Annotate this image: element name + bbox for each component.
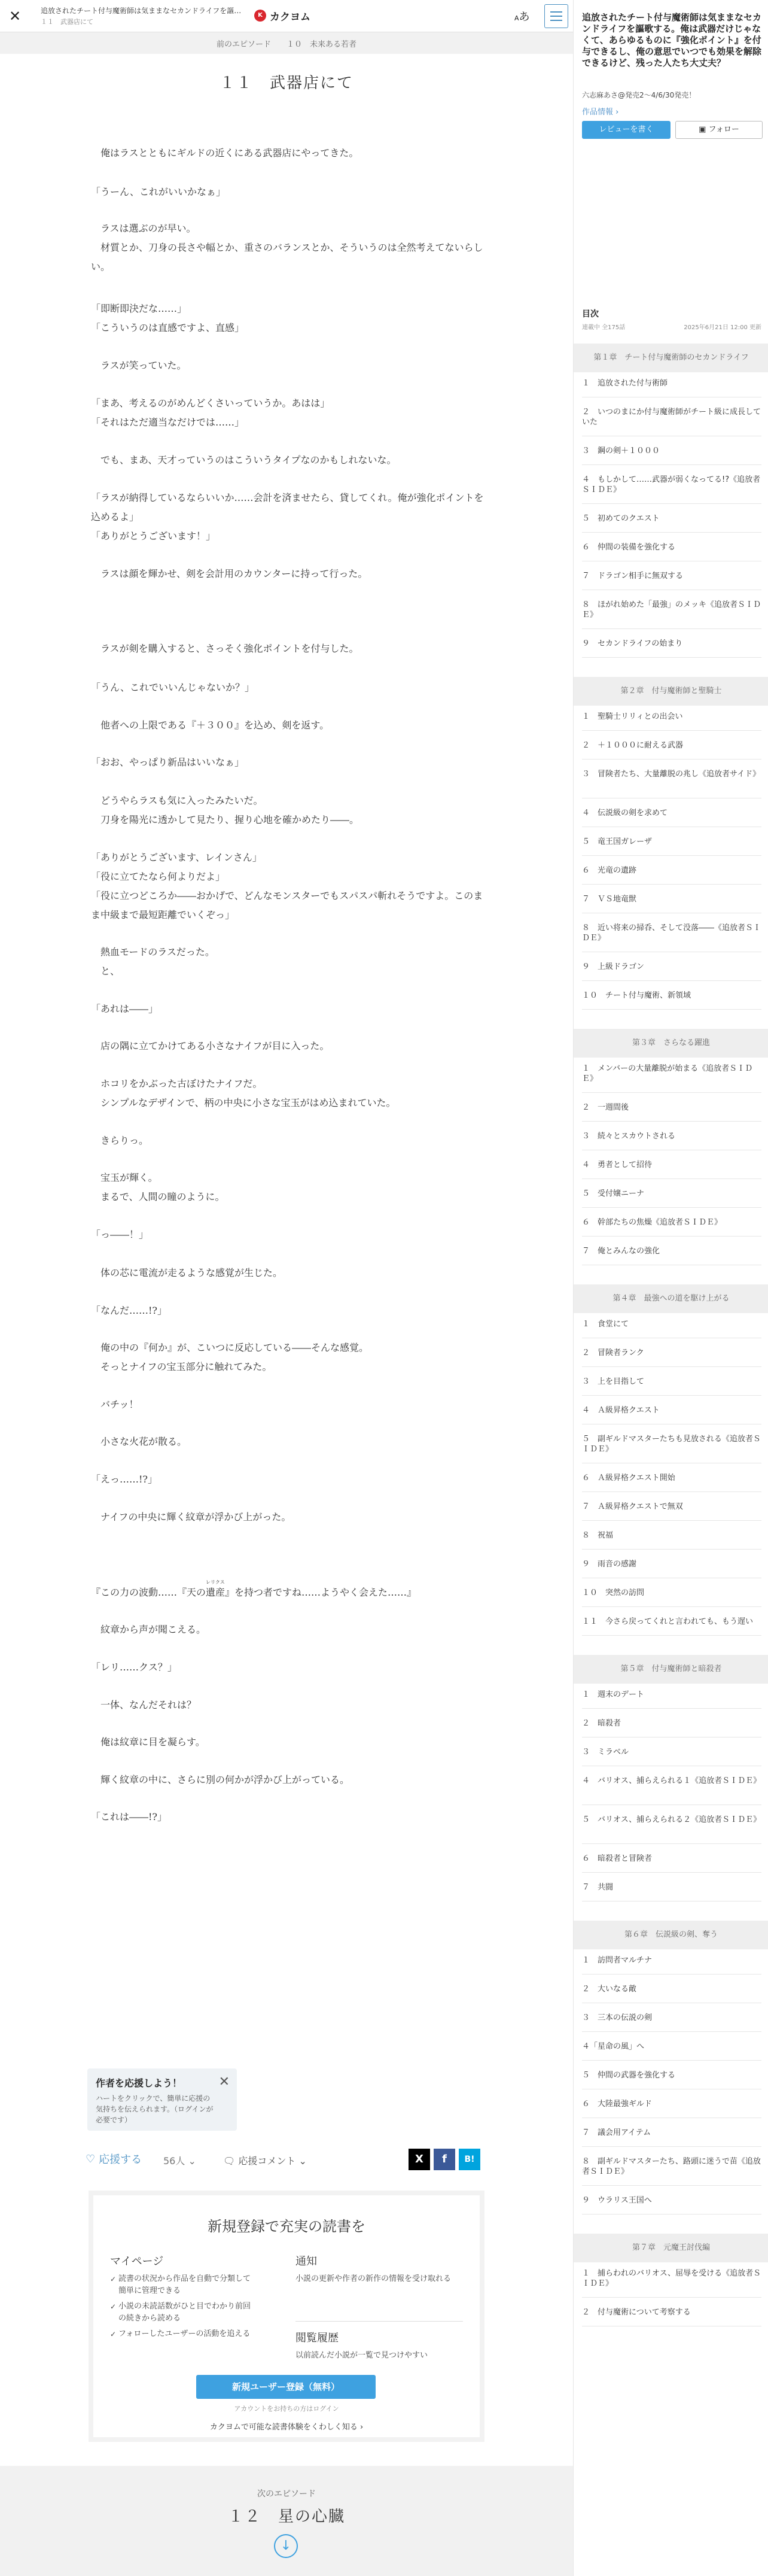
- body-paragraph: 紋章から声が聞こえる。: [91, 1624, 206, 1635]
- menu-line-icon: [550, 16, 562, 17]
- toc-episode-link[interactable]: ７ ドラゴン相手に無双する: [582, 572, 684, 581]
- toc-episode-link[interactable]: １ 追放された付与術師: [582, 379, 668, 388]
- toc-episode-link[interactable]: ９ 上級ドラゴン: [582, 962, 645, 971]
- divider: [582, 1843, 761, 1844]
- body-paragraph: 熱血モードのラスだった。: [91, 946, 215, 958]
- toc-episode-link[interactable]: １ 食堂にて: [582, 1320, 629, 1329]
- divider: [582, 1178, 761, 1179]
- learn-more-link[interactable]: カクヨムで可能な読書体験をくわしく知る ›: [209, 2423, 364, 2432]
- heart-icon: ♡: [86, 2152, 96, 2165]
- chapter-heading[interactable]: 第７章 元魔王討伐編: [574, 2234, 768, 2262]
- support-title: 作者を応援しよう！: [96, 2077, 182, 2089]
- toc-episode-link[interactable]: ３ ミラベル: [582, 1748, 629, 1757]
- chapter-heading[interactable]: 第５章 付与魔術師と暗殺者: [574, 1655, 768, 1684]
- body-paragraph: きらりっ。: [91, 1135, 149, 1146]
- divider: [582, 855, 761, 856]
- body-paragraph: 体の芯に電流が走るような感覚が生じた。: [91, 1267, 283, 1278]
- chapter-heading[interactable]: 第４章 最強への道を駆け上がる: [574, 1284, 768, 1313]
- next-episode-label: 次のエピソード: [257, 2489, 316, 2499]
- body-paragraph: 輝く紋章の中に、さらに別の何かが浮かび上がっている。: [91, 1774, 350, 1785]
- body-paragraph: 店の隅に立てかけてある小さなナイフが目に入った。: [91, 1040, 330, 1052]
- toc-episode-link[interactable]: ３ 続々とスカウトされる: [582, 1132, 676, 1141]
- toc-episode-link[interactable]: ３ 上を目指して: [582, 1377, 645, 1386]
- font-toggle-small: A: [514, 14, 519, 22]
- divider: [582, 532, 761, 533]
- body-paragraph: 「ラスが納得しているならいいか……会計を済ませたら、貸してくれ。俺が強化ポイントを込めるよ」: [91, 492, 484, 523]
- toc-episode-link[interactable]: ６ 大陸最強ギルド: [582, 2100, 652, 2109]
- prev-episode-title[interactable]: １０ 未来ある若者: [287, 40, 357, 49]
- toc-episode-link[interactable]: ４ バリオス、捕らえられる１《追放者ＳＩＤＥ》: [582, 1776, 761, 1785]
- body-paragraph: どうやらラスも気に入ったみたいだ。: [91, 795, 263, 806]
- facebook-share-icon[interactable]: f: [434, 2149, 455, 2170]
- body-paragraph: 「これは――!?」: [91, 1811, 167, 1822]
- toc-meta: [582, 322, 761, 331]
- follow-button[interactable]: ▣ フォロー: [675, 121, 763, 139]
- divider: [582, 1606, 761, 1607]
- divider: [582, 628, 761, 629]
- divider: [582, 1872, 761, 1873]
- toc-episode-link[interactable]: ８ 近い将来の掃呑、そして没落――《追放者ＳＩＤＥ》: [582, 924, 761, 943]
- toc-episode-link[interactable]: ８ 副ギルドマスターたち、路頭に迷うで苗《追放者ＳＩＤＥ》: [582, 2157, 761, 2176]
- toc-episode-link[interactable]: ５ 受付嬢ニーナ: [582, 1189, 645, 1198]
- toc-episode-link[interactable]: ９ セカンドライフの始まり: [582, 639, 683, 648]
- body-paragraph: ラスは顔を輝かせ、剣を会計用のカウンターに持って行った。: [91, 568, 368, 579]
- divider: [582, 2031, 761, 2032]
- login-link[interactable]: アカウントをお持ちの方はログイン: [234, 2405, 339, 2413]
- toc-episode-link[interactable]: ３ 鋼の剣＋１０００: [582, 446, 660, 455]
- toc-episode-link[interactable]: ３ 冒険者たち、大量離脱の兆し《追放者サイド》: [582, 770, 761, 779]
- toc-episode-link[interactable]: ２ 一週間後: [582, 1103, 629, 1112]
- toc-episode-link[interactable]: ２ ＋１０００に耐える武器: [582, 741, 684, 750]
- toc-updated: 2025年6月21日 12:00 更新: [684, 324, 761, 331]
- arrow-down-icon[interactable]: ↓: [274, 2534, 298, 2558]
- toc-episode-link[interactable]: ２ いつのまにか付与魔術師がチート級に成長していた: [582, 408, 761, 427]
- chapter-heading[interactable]: 第２章 付与魔術師と聖騎士: [574, 677, 768, 706]
- toc-episode-link[interactable]: ７ Ａ級昇格クエストで無双: [582, 1502, 683, 1511]
- toc-episode-link[interactable]: ６ 暗殺者と冒険者: [582, 1854, 653, 1863]
- toc-episode-link[interactable]: ２ 大いなる敵: [582, 1985, 637, 1994]
- work-sidebar: [573, 0, 768, 2576]
- signup-panel: [89, 2191, 484, 2442]
- divider: [582, 1009, 761, 1010]
- body-paragraph: 俺は紋章に目を凝らす。: [91, 1736, 205, 1748]
- font-toggle-large: あ: [519, 11, 530, 23]
- body-paragraph: 「それはただ適当なだけでは……」: [91, 417, 245, 428]
- toc-episode-link[interactable]: ７ 議会用アイテム: [582, 2128, 651, 2137]
- menu-line-icon: [550, 11, 562, 13]
- body-paragraph: 「なんだ……!?」: [91, 1305, 167, 1316]
- divider: [582, 1366, 761, 1367]
- episode-action-bar: [86, 2149, 486, 2170]
- next-episode-panel[interactable]: [0, 2466, 573, 2576]
- body-paragraph: 「役に立てたなら何よりだよ」: [91, 871, 225, 882]
- font-size-toggle[interactable]: [514, 8, 530, 24]
- support-text: ハートをクリックで、簡単に応援の気持ちを伝えられます。（ログインが必要です）: [96, 2094, 214, 2124]
- toc-heading: 目次: [582, 309, 599, 319]
- toc-episode-link[interactable]: ２ 冒険者ランク: [582, 1348, 644, 1357]
- divider: [582, 730, 761, 731]
- divider: [295, 2321, 463, 2322]
- episode-title: １１ 武器店にて: [219, 74, 353, 92]
- body-paragraph: 「まあ、考えるのがめんどくさいっていうか。あはは」: [91, 397, 330, 409]
- history-heading: 閲覧履歴: [295, 2332, 339, 2344]
- toc-episode-link[interactable]: ７ ＶＳ地竜獣: [582, 895, 637, 904]
- close-icon[interactable]: ✕: [218, 2074, 230, 2089]
- divider: [582, 2297, 761, 2298]
- next-episode-title[interactable]: １２ 星の心臓: [227, 2508, 345, 2526]
- mypage-column: [110, 2253, 254, 2344]
- divider: [582, 1121, 761, 1122]
- prev-episode-link[interactable]: 前のエピソード: [216, 40, 271, 49]
- divider: [582, 1635, 761, 1636]
- body-paragraph: でも、まあ、天才っていうのはこういうタイプなのかもしれないな。: [91, 454, 397, 466]
- toc-episode-link[interactable]: ５ 竜王国ガレーザ: [582, 837, 653, 846]
- body-paragraph: 「ありがとうございます、レインさん」: [91, 852, 262, 863]
- toc-episode-link[interactable]: ９ 雨音の感謝: [582, 1560, 637, 1569]
- body-paragraph: ラスは選ぶのが早い。: [91, 223, 196, 234]
- episode-subtitle-header: １１ 武器店にて: [41, 18, 93, 26]
- toc-episode-link[interactable]: ４ Ａ級昇格クエスト: [582, 1406, 660, 1415]
- chapter-heading[interactable]: 第６章 伝説級の剣、奪う: [574, 1921, 768, 1949]
- toc-episode-link[interactable]: １ 捕らわれのバリオス、屈辱を受ける《追放者ＳＩＤＥ》: [582, 2269, 761, 2288]
- close-icon[interactable]: ✕: [8, 8, 22, 25]
- toc-episode-link[interactable]: ５ 仲間の武器を強化する: [582, 2071, 676, 2080]
- mypage-item: ✓ 読書の状況から作品を自動で分類して簡単に管理できる: [110, 2273, 254, 2297]
- body-paragraph: 『この力の波動……『天の遺産』を持つ者ですね……ようやく会えた……』 レリクス: [91, 1579, 417, 1598]
- notify-heading: 通知: [295, 2255, 317, 2268]
- body-paragraph: そっとナイフの宝玉部分に触れてみた。: [91, 1361, 272, 1372]
- episode-nav: [0, 32, 573, 54]
- toc-episode-link[interactable]: １ 聖騎士リリィとの出会い: [582, 712, 683, 721]
- toc-episode-link[interactable]: ４「星命の風」へ: [582, 2042, 645, 2051]
- toc-episode-link[interactable]: １ 訪問者マルチナ: [582, 1956, 653, 1965]
- divider: [582, 1395, 761, 1396]
- body-paragraph: 材質とか、刀身の長さや幅とか、重さのバランスとか、そういうのは全然考えてないらしい。: [91, 242, 483, 272]
- divider: [582, 980, 761, 981]
- divider: [582, 1092, 761, 1093]
- body-paragraph: 「あれは――」: [91, 1003, 159, 1014]
- toc-episode-link[interactable]: ５ 初めてのクエスト: [582, 514, 660, 523]
- toc-episode-link[interactable]: ５ バリオス、捕らえられる２《追放者ＳＩＤＥ》: [582, 1815, 761, 1824]
- history-text: 以前読んだ小説が一覧で見つけやすい: [295, 2351, 428, 2360]
- toc-episode-link[interactable]: ８ 祝福: [582, 1531, 614, 1540]
- toc-episode-link[interactable]: ７ 共闘: [582, 1883, 614, 1892]
- body-paragraph: 「うん、これでいいんじゃないか？」: [91, 682, 254, 693]
- chapter-heading[interactable]: 第３章 さらなる躍進: [574, 1029, 768, 1058]
- notify-column: [295, 2253, 463, 2285]
- body-paragraph: 「役に立つどころか――おかげで、どんなモンスターでもスパスパ斬れそうですよ。このまま中級まで最短距離でいくぞっ」: [91, 890, 483, 921]
- toc-episode-link[interactable]: ２ 付与魔術について考察する: [582, 2308, 691, 2317]
- toc-episode-link[interactable]: ４ 伝説級の剣を求めて: [582, 809, 668, 818]
- divider: [582, 1549, 761, 1550]
- register-button[interactable]: 新規ユーザー登録（無料）: [196, 2375, 376, 2399]
- mypage-item: ✓ フォローしたユーザーの活動を追える: [110, 2328, 254, 2340]
- toc-episode-link[interactable]: ６ 幹部たちの焦燥《追放者ＳＩＤＥ》: [582, 1218, 723, 1227]
- toc-episode-link[interactable]: ６ Ａ級昇格クエスト開始: [582, 1474, 675, 1483]
- divider: [582, 2060, 761, 2061]
- body-paragraph: まるで、人間の瞳のように。: [91, 1191, 225, 1202]
- toc-episode-link[interactable]: １１ 今さら戻ってくれと言われても、もう遅い: [582, 1617, 754, 1626]
- notify-text: 小説の更新や作者の新作の情報を受け取れる: [295, 2274, 452, 2283]
- toc-episode-link[interactable]: １０ 突然の訪問: [582, 1588, 645, 1597]
- divider: [582, 503, 761, 504]
- divider: [582, 1708, 761, 1709]
- toc-episode-link[interactable]: ４ 勇者として招待: [582, 1161, 653, 1169]
- write-review-button[interactable]: レビューを書く: [582, 121, 671, 139]
- body-paragraph: シンプルなデザインで、柄の中央に小さな宝玉がはめ込まれていた。: [91, 1097, 396, 1108]
- author-name[interactable]: 六志麻あさ@発売2〜4/6/30発売！: [582, 91, 696, 99]
- body-paragraph: 俺の中の『何か』が、こいつに反応している――そんな感覚。: [91, 1342, 369, 1353]
- hatena-share-icon[interactable]: B!: [459, 2149, 480, 2170]
- divider: [582, 1207, 761, 1208]
- support-author-box: [87, 2068, 237, 2131]
- body-paragraph: ラスが剣を購入すると、さっそく強化ポイントを付与した。: [91, 643, 359, 654]
- toc-episode-link[interactable]: ９ ウラリス王国へ: [582, 2196, 652, 2205]
- support-count[interactable]: 56人 ⌄: [163, 2155, 196, 2167]
- logo-text: カクヨム: [270, 11, 310, 23]
- toc-status: 連載中 全175話: [582, 324, 626, 331]
- mypage-heading: マイページ: [110, 2255, 164, 2268]
- support-comment-button[interactable]: 🗨 応援コメント ⌄: [223, 2155, 307, 2167]
- body-paragraph: 「えっ……!?」: [91, 1474, 158, 1485]
- work-title[interactable]: 追放されたチート付与魔術師は気ままなセカンドライフを謳歌する。俺は武器だけじゃなくて、あらゆるものに『強化ポイント』を付与できるし、俺の意思でいつでも効果を解除できるけど、残った人たち大丈夫？: [582, 12, 762, 68]
- body-paragraph: 俺はラスとともにギルドの近くにある武器店にやってきた。: [91, 147, 359, 159]
- body-paragraph: 他者への上限である『＋３００』を込め、剣を返す。: [91, 719, 330, 731]
- body-paragraph: 「おお、やっぱり新品はいいなぁ」: [91, 757, 245, 768]
- divider: [582, 657, 761, 658]
- body-paragraph: ナイフの中央に輝く紋章が浮かび上がった。: [91, 1511, 291, 1523]
- body-paragraph: と、: [91, 965, 120, 977]
- toc-episode-link[interactable]: ６ 光竜の遺跡: [582, 866, 637, 875]
- divider: [582, 2146, 761, 2147]
- menu-line-icon: [550, 20, 562, 21]
- body-paragraph: 「ありがとうございます！」: [91, 530, 216, 542]
- toc-episode-link[interactable]: １ メンバーの大量離脱が始まる《追放者ＳＩＤＥ》: [582, 1064, 753, 1083]
- divider: [582, 1491, 761, 1492]
- toc-episode-link[interactable]: １ 週末のデート: [582, 1690, 645, 1699]
- support-label: 応援する: [99, 2153, 142, 2166]
- toc-episode-link[interactable]: ４ もしかして……武器が弱くなってる!?《追放者ＳＩＤＥ》: [582, 475, 761, 494]
- body-paragraph: 小さな火花が散る。: [91, 1436, 187, 1447]
- body-paragraph: 一体、なんだそれは？: [91, 1699, 197, 1711]
- toc-episode-link[interactable]: ３ 三本の伝説の剣: [582, 2013, 653, 2022]
- work-info-link[interactable]: 作品情報 ›: [582, 108, 619, 117]
- divider: [582, 884, 761, 885]
- divider: [582, 759, 761, 760]
- ruby-annotation: レリクス: [206, 1579, 225, 1585]
- logo-icon: K: [254, 10, 266, 22]
- toc-episode-link[interactable]: ８ ほがれ始めた「最強」のメッキ《追放者ＳＩＤＥ》: [582, 600, 761, 619]
- chapter-heading[interactable]: 第１章 チート付与魔術師のセカンドライフ: [574, 344, 768, 372]
- body-paragraph: 宝玉が輝く。: [91, 1172, 158, 1183]
- body-paragraph: 「こういうのは直感ですよ、直感」: [91, 322, 245, 333]
- work-title-header[interactable]: 追放されたチート付与魔術師は気ままなセカンドライフを謳…: [41, 7, 242, 15]
- toc-episode-link[interactable]: ６ 仲間の装備を強化する: [582, 543, 676, 552]
- divider: [582, 1520, 761, 1521]
- divider: [582, 2185, 761, 2186]
- x-share-icon[interactable]: X: [409, 2149, 430, 2170]
- body-paragraph: ラスが笑っていた。: [91, 360, 187, 371]
- body-paragraph: 「レリ……クス？」: [91, 1661, 177, 1673]
- divider: [582, 1236, 761, 1237]
- body-paragraph: 刀身を陽光に透かして見たり、握り心地を確かめたり――。: [91, 814, 359, 825]
- toc-episode-link[interactable]: ７ 俺とみんなの強化: [582, 1247, 660, 1256]
- toc-episode-link[interactable]: ２ 暗殺者: [582, 1719, 621, 1728]
- signup-title: 新規登録で充実の読書を: [208, 2218, 365, 2235]
- kakuyomu-logo[interactable]: [254, 7, 310, 24]
- body-paragraph: ホコリをかぶった古ぼけたナイフだ。: [91, 1078, 263, 1089]
- body-paragraph: バチッ！: [91, 1399, 139, 1410]
- support-button[interactable]: [86, 2151, 142, 2167]
- toc-episode-link[interactable]: １０ チート付与魔術、新領域: [582, 991, 691, 1000]
- toc-episode-link[interactable]: ５ 副ギルドマスターたちも見放される《追放者ＳＩＤＥ》: [582, 1435, 761, 1454]
- toc-menu-button[interactable]: [544, 4, 568, 28]
- history-column: [295, 2329, 463, 2362]
- body-paragraph: 「っ――！」: [91, 1229, 149, 1240]
- body-paragraph: 「うーん、これがいいかなぁ」: [91, 186, 225, 198]
- mypage-item: ✓ 小説の未読話数がひと目でわかり前回の続きから読める: [110, 2301, 254, 2325]
- divider: [582, 464, 761, 465]
- body-paragraph: 「即断即決だな……」: [91, 303, 187, 314]
